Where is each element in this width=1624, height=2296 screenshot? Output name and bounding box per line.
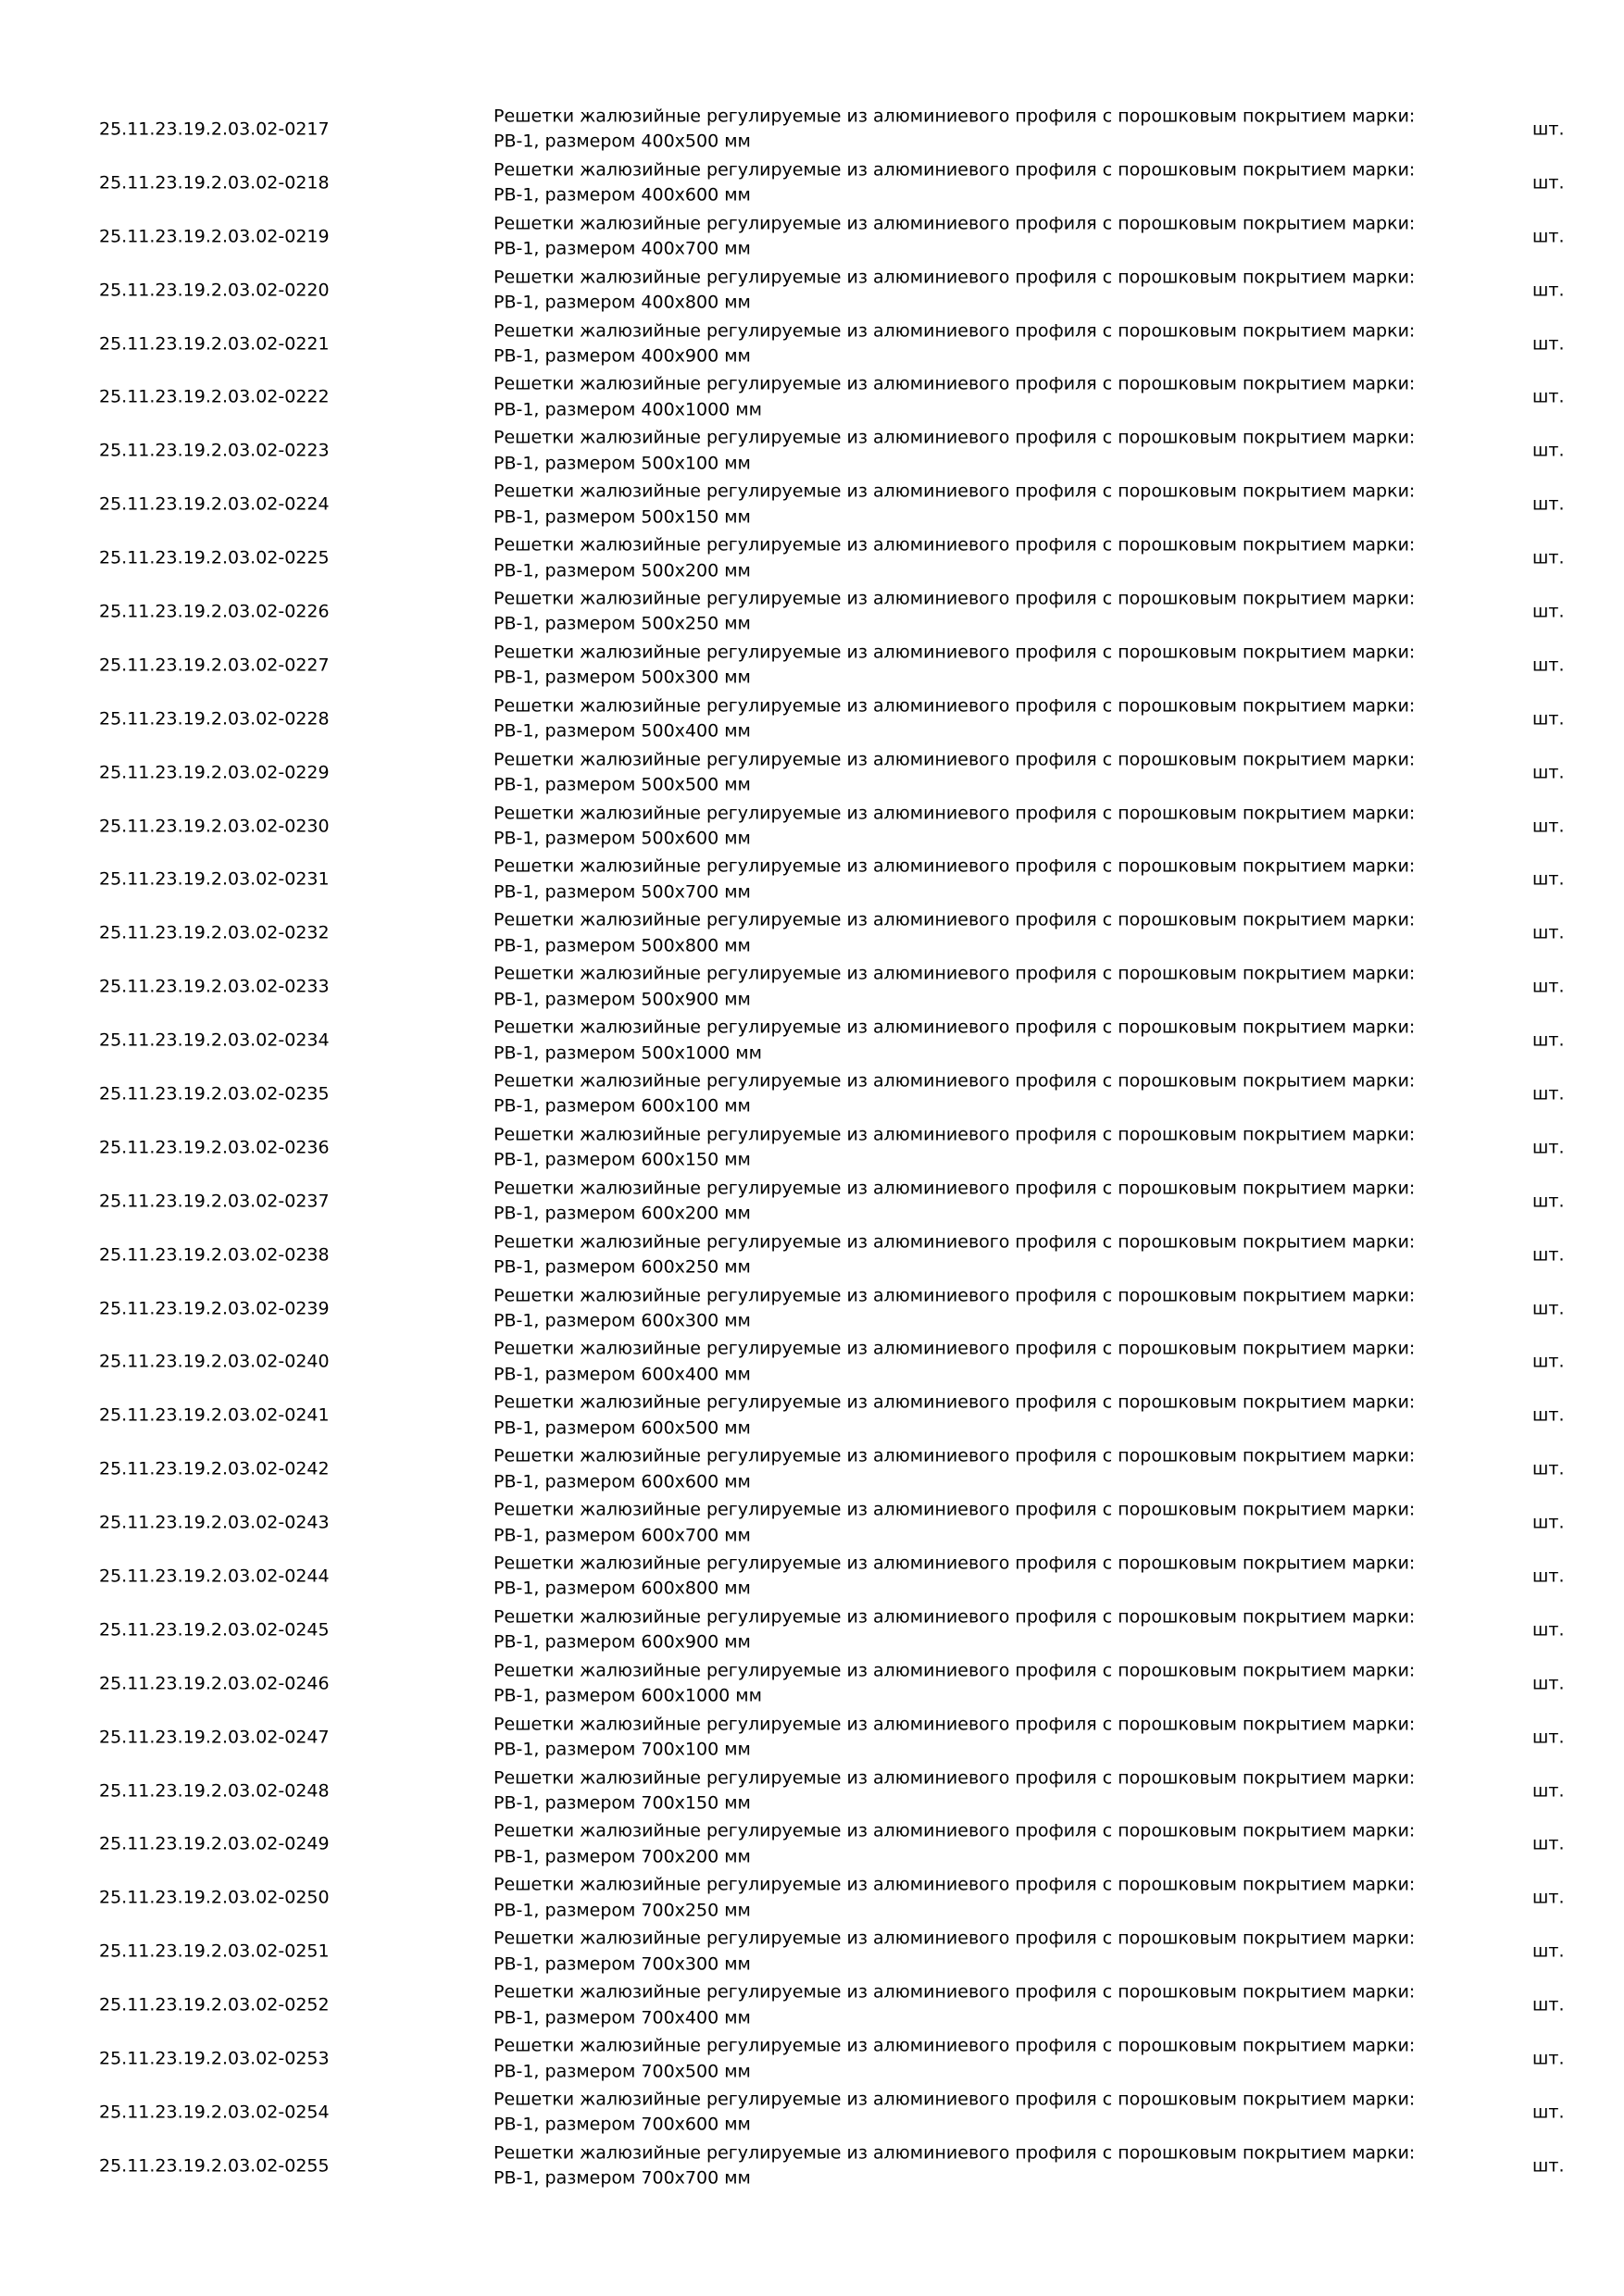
item-description xyxy=(493,1819,1438,1870)
item-description xyxy=(493,586,1438,637)
item-description xyxy=(493,1122,1438,1173)
table-row xyxy=(0,746,1624,800)
description-line-2: РВ-1, размером 500х250 мм xyxy=(493,613,751,634)
item-code: 25.11.23.19.2.03.02-0241 xyxy=(99,1404,330,1426)
item-unit: шт. xyxy=(1532,2155,1565,2177)
description-line-2: РВ-1, размером 600х800 мм xyxy=(493,1578,751,1599)
description-line-2: РВ-1, размером 600х700 мм xyxy=(493,1525,751,1546)
item-description xyxy=(493,1658,1438,1709)
item-code: 25.11.23.19.2.03.02-0227 xyxy=(99,655,330,676)
description-line-2: РВ-1, размером 700х150 мм xyxy=(493,1792,751,1814)
table-row xyxy=(0,2032,1624,2086)
table-row xyxy=(0,1711,1624,1765)
item-description xyxy=(493,1391,1438,1441)
item-code: 25.11.23.19.2.03.02-0242 xyxy=(99,1458,330,1479)
item-code: 25.11.23.19.2.03.02-0252 xyxy=(99,1994,330,2015)
item-unit: шт. xyxy=(1532,655,1565,676)
description-line-1: Решетки жалюзийные регулируемые из алюминиевого профиля с порошковым покрытием марки: xyxy=(493,106,1416,127)
item-unit: шт. xyxy=(1532,1137,1565,1158)
description-line-1: Решетки жалюзийные регулируемые из алюминиевого профиля с порошковым покрытием марки: xyxy=(493,963,1416,984)
item-description xyxy=(493,2087,1438,2138)
description-line-2: РВ-1, размером 600х100 мм xyxy=(493,1095,751,1117)
item-unit: шт. xyxy=(1532,1083,1565,1104)
description-line-1: Решетки жалюзийные регулируемые из алюминиевого профиля с порошковым покрытием марки: xyxy=(493,749,1416,770)
description-line-2: РВ-1, размером 500х150 мм xyxy=(493,506,751,528)
description-line-2: РВ-1, размером 500х500 мм xyxy=(493,774,751,795)
description-line-1: Решетки жалюзийные регулируемые из алюминиевого профиля с порошковым покрытием марки: xyxy=(493,588,1416,609)
description-line-1: Решетки жалюзийные регулируемые из алюминиевого профиля с порошковым покрытием марки: xyxy=(493,2089,1416,2110)
description-line-1: Решетки жалюзийные регулируемые из алюминиевого профиля с порошковым покрытием марки: xyxy=(493,1070,1416,1092)
item-description xyxy=(493,318,1438,369)
item-unit: шт. xyxy=(1532,119,1565,140)
item-unit: шт. xyxy=(1532,1458,1565,1479)
item-code: 25.11.23.19.2.03.02-0232 xyxy=(99,922,330,943)
description-line-1: Решетки жалюзийные регулируемые из алюминиевого профиля с порошковым покрытием марки: xyxy=(493,642,1416,663)
item-code: 25.11.23.19.2.03.02-0234 xyxy=(99,1029,330,1051)
item-code: 25.11.23.19.2.03.02-0231 xyxy=(99,868,330,890)
item-code: 25.11.23.19.2.03.02-0233 xyxy=(99,976,330,997)
item-unit: шт. xyxy=(1532,1994,1565,2015)
item-description xyxy=(493,1016,1438,1067)
price-table xyxy=(0,103,1624,2193)
description-line-1: Решетки жалюзийные регулируемые из алюминиевого профиля с порошковым покрытием марки: xyxy=(493,1178,1416,1199)
item-unit: шт. xyxy=(1532,708,1565,730)
description-line-1: Решетки жалюзийные регулируемые из алюминиевого профиля с порошковым покрытием марки: xyxy=(493,1606,1416,1628)
description-line-2: РВ-1, размером 600х150 мм xyxy=(493,1149,751,1170)
table-row xyxy=(0,693,1624,746)
item-description xyxy=(493,1927,1438,1978)
description-line-2: РВ-1, размером 700х100 мм xyxy=(493,1739,751,1760)
table-row xyxy=(0,264,1624,318)
table-row xyxy=(0,1067,1624,1121)
item-unit: шт. xyxy=(1532,816,1565,837)
description-line-1: Решетки жалюзийные регулируемые из алюминиевого профиля с порошковым покрытием марки: xyxy=(493,2035,1416,2056)
item-unit: шт. xyxy=(1532,226,1565,247)
item-description xyxy=(493,2034,1438,2085)
table-row xyxy=(0,960,1624,1014)
item-code: 25.11.23.19.2.03.02-0228 xyxy=(99,708,330,730)
description-line-2: РВ-1, размером 600х300 мм xyxy=(493,1310,751,1331)
item-code: 25.11.23.19.2.03.02-0251 xyxy=(99,1940,330,1962)
item-unit: шт. xyxy=(1532,1244,1565,1266)
description-line-1: Решетки жалюзийные регулируемые из алюминиевого профиля с порошковым покрытием марки: xyxy=(493,1714,1416,1735)
item-unit: шт. xyxy=(1532,386,1565,407)
item-code: 25.11.23.19.2.03.02-0220 xyxy=(99,280,330,301)
description-line-2: РВ-1, размером 700х600 мм xyxy=(493,2114,751,2135)
item-description xyxy=(493,480,1438,530)
item-code: 25.11.23.19.2.03.02-0224 xyxy=(99,493,330,515)
item-code: 25.11.23.19.2.03.02-0221 xyxy=(99,333,330,354)
item-unit: шт. xyxy=(1532,493,1565,515)
description-line-2: РВ-1, размером 500х900 мм xyxy=(493,989,751,1010)
description-line-2: РВ-1, размером 600х600 мм xyxy=(493,1471,751,1492)
item-code: 25.11.23.19.2.03.02-0239 xyxy=(99,1298,330,1319)
table-row xyxy=(0,156,1624,210)
item-code: 25.11.23.19.2.03.02-0243 xyxy=(99,1512,330,1533)
item-code: 25.11.23.19.2.03.02-0240 xyxy=(99,1351,330,1372)
item-code: 25.11.23.19.2.03.02-0246 xyxy=(99,1673,330,1694)
table-row xyxy=(0,2140,1624,2193)
item-unit: шт. xyxy=(1532,1780,1565,1802)
item-unit: шт. xyxy=(1532,1833,1565,1854)
description-line-2: РВ-1, размером 500х800 мм xyxy=(493,935,751,956)
description-line-2: РВ-1, размером 400х900 мм xyxy=(493,345,751,367)
description-line-2: РВ-1, размером 700х300 мм xyxy=(493,1953,751,1975)
item-code: 25.11.23.19.2.03.02-0255 xyxy=(99,2155,330,2177)
item-code: 25.11.23.19.2.03.02-0222 xyxy=(99,386,330,407)
table-row xyxy=(0,1871,1624,1925)
description-line-1: Решетки жалюзийные регулируемые из алюминиевого профиля с порошковым покрытием марки: xyxy=(493,1391,1416,1413)
item-description xyxy=(493,372,1438,423)
description-line-2: РВ-1, размером 700х400 мм xyxy=(493,2007,751,2028)
description-line-2: РВ-1, размером 700х200 мм xyxy=(493,1846,751,1867)
item-code: 25.11.23.19.2.03.02-0235 xyxy=(99,1083,330,1104)
item-unit: шт. xyxy=(1532,333,1565,354)
item-code: 25.11.23.19.2.03.02-0250 xyxy=(99,1887,330,1908)
item-description xyxy=(493,1498,1438,1549)
table-row xyxy=(0,210,1624,264)
item-unit: шт. xyxy=(1532,1727,1565,1748)
item-unit: шт. xyxy=(1532,922,1565,943)
item-description xyxy=(493,855,1438,905)
table-row xyxy=(0,585,1624,639)
item-unit: шт. xyxy=(1532,1887,1565,1908)
item-unit: шт. xyxy=(1532,2048,1565,2069)
item-description xyxy=(493,426,1438,477)
item-description xyxy=(493,1873,1438,1924)
table-row xyxy=(0,1818,1624,1872)
item-code: 25.11.23.19.2.03.02-0230 xyxy=(99,816,330,837)
description-line-2: РВ-1, размером 400х1000 мм xyxy=(493,399,762,420)
item-code: 25.11.23.19.2.03.02-0226 xyxy=(99,601,330,622)
description-line-1: Решетки жалюзийные регулируемые из алюминиевого профиля с порошковым покрытием марки: xyxy=(493,855,1416,877)
table-row xyxy=(0,424,1624,478)
description-line-2: РВ-1, размером 700х700 мм xyxy=(493,2167,751,2189)
item-description xyxy=(493,1337,1438,1388)
item-description xyxy=(493,1444,1438,1495)
item-description xyxy=(493,801,1438,852)
table-row xyxy=(0,478,1624,531)
item-description xyxy=(493,1283,1438,1334)
item-description xyxy=(493,1766,1438,1816)
item-code: 25.11.23.19.2.03.02-0245 xyxy=(99,1619,330,1641)
item-code: 25.11.23.19.2.03.02-0247 xyxy=(99,1727,330,1748)
description-line-1: Решетки жалюзийные регулируемые из алюминиевого профиля с порошковым покрытием марки: xyxy=(493,909,1416,930)
description-line-2: РВ-1, размером 600х900 мм xyxy=(493,1631,751,1653)
table-row xyxy=(0,2086,1624,2140)
item-description xyxy=(493,747,1438,798)
item-code: 25.11.23.19.2.03.02-0248 xyxy=(99,1780,330,1802)
description-line-2: РВ-1, размером 600х200 мм xyxy=(493,1203,751,1224)
item-code: 25.11.23.19.2.03.02-0249 xyxy=(99,1833,330,1854)
table-row xyxy=(0,1925,1624,1978)
item-code: 25.11.23.19.2.03.02-0225 xyxy=(99,547,330,568)
item-code: 25.11.23.19.2.03.02-0223 xyxy=(99,440,330,461)
item-unit: шт. xyxy=(1532,172,1565,193)
item-code: 25.11.23.19.2.03.02-0238 xyxy=(99,1244,330,1266)
description-line-1: Решетки жалюзийные регулируемые из алюминиевого профиля с порошковым покрытием марки: xyxy=(493,2142,1416,2164)
item-unit: шт. xyxy=(1532,280,1565,301)
table-row xyxy=(0,1603,1624,1657)
table-row xyxy=(0,639,1624,693)
item-unit: шт. xyxy=(1532,440,1565,461)
description-line-1: Решетки жалюзийные регулируемые из алюминиевого профиля с порошковым покрытием марки: xyxy=(493,427,1416,448)
table-row xyxy=(0,1282,1624,1336)
item-description xyxy=(493,533,1438,584)
description-line-2: РВ-1, размером 500х100 мм xyxy=(493,453,751,474)
item-unit: шт. xyxy=(1532,1404,1565,1426)
description-line-1: Решетки жалюзийные регулируемые из алюминиевого профиля с порошковым покрытием марки: xyxy=(493,159,1416,181)
item-unit: шт. xyxy=(1532,547,1565,568)
item-unit: шт. xyxy=(1532,976,1565,997)
item-unit: шт. xyxy=(1532,1298,1565,1319)
description-line-2: РВ-1, размером 400х600 мм xyxy=(493,184,751,206)
description-line-2: РВ-1, размером 700х500 мм xyxy=(493,2061,751,2081)
item-code: 25.11.23.19.2.03.02-0219 xyxy=(99,226,330,247)
description-line-1: Решетки жалюзийные регулируемые из алюминиевого профиля с порошковым покрытием марки: xyxy=(493,803,1416,824)
item-code: 25.11.23.19.2.03.02-0244 xyxy=(99,1566,330,1587)
item-code: 25.11.23.19.2.03.02-0237 xyxy=(99,1191,330,1212)
table-row xyxy=(0,1496,1624,1550)
item-unit: шт. xyxy=(1532,1029,1565,1051)
item-description xyxy=(493,211,1438,262)
item-description xyxy=(493,1551,1438,1602)
description-line-2: РВ-1, размером 600х500 мм xyxy=(493,1417,751,1439)
table-row xyxy=(0,1175,1624,1229)
table-row xyxy=(0,906,1624,960)
item-unit: шт. xyxy=(1532,1191,1565,1212)
description-line-2: РВ-1, размером 500х200 мм xyxy=(493,560,751,581)
item-description xyxy=(493,157,1438,208)
item-code: 25.11.23.19.2.03.02-0217 xyxy=(99,119,330,140)
description-line-2: РВ-1, размером 600х1000 мм xyxy=(493,1685,762,1706)
item-description xyxy=(493,265,1438,316)
item-code: 25.11.23.19.2.03.02-0253 xyxy=(99,2048,330,2069)
description-line-1: Решетки жалюзийные регулируемые из алюминиевого профиля с порошковым покрытием марки: xyxy=(493,1660,1416,1681)
table-row xyxy=(0,1978,1624,2032)
table-row xyxy=(0,1014,1624,1067)
description-line-2: РВ-1, размером 700х250 мм xyxy=(493,1900,751,1921)
item-description xyxy=(493,693,1438,744)
table-row xyxy=(0,1229,1624,1282)
item-code: 25.11.23.19.2.03.02-0254 xyxy=(99,2102,330,2123)
table-row xyxy=(0,318,1624,371)
description-line-2: РВ-1, размером 600х400 мм xyxy=(493,1364,751,1385)
description-line-1: Решетки жалюзийные регулируемые из алюминиевого профиля с порошковым покрытием марки: xyxy=(493,1499,1416,1520)
description-line-1: Решетки жалюзийные регулируемые из алюминиевого профиля с порошковым покрытием марки: xyxy=(493,1767,1416,1789)
item-description xyxy=(493,962,1438,1013)
item-unit: шт. xyxy=(1532,1566,1565,1587)
item-description xyxy=(493,640,1438,691)
table-row xyxy=(0,853,1624,906)
description-line-1: Решетки жалюзийные регулируемые из алюминиевого профиля с порошковым покрытием марки: xyxy=(493,373,1416,394)
table-row xyxy=(0,370,1624,424)
item-unit: шт. xyxy=(1532,762,1565,783)
table-row xyxy=(0,103,1624,156)
description-line-1: Решетки жалюзийные регулируемые из алюминиевого профиля с порошковым покрытием марки: xyxy=(493,1820,1416,1841)
description-line-2: РВ-1, размером 500х600 мм xyxy=(493,828,751,849)
item-unit: шт. xyxy=(1532,1619,1565,1641)
description-line-2: РВ-1, размером 600х250 мм xyxy=(493,1256,751,1278)
item-unit: шт. xyxy=(1532,1512,1565,1533)
table-row xyxy=(0,800,1624,854)
description-line-2: РВ-1, размером 400х700 мм xyxy=(493,238,751,259)
description-line-1: Решетки жалюзийные регулируемые из алюминиевого профиля с порошковым покрытием марки: xyxy=(493,1338,1416,1359)
item-description xyxy=(493,104,1438,155)
item-description xyxy=(493,1604,1438,1655)
table-row xyxy=(0,1442,1624,1496)
description-line-2: РВ-1, размером 400х800 мм xyxy=(493,292,751,313)
item-description xyxy=(493,1980,1438,2031)
item-description xyxy=(493,908,1438,959)
item-code: 25.11.23.19.2.03.02-0229 xyxy=(99,762,330,783)
table-row xyxy=(0,1657,1624,1711)
description-line-1: Решетки жалюзийные регулируемые из алюминиевого профиля с порошковым покрытием марки: xyxy=(493,1124,1416,1145)
item-description xyxy=(493,1068,1438,1119)
item-description xyxy=(493,1229,1438,1280)
description-line-1: Решетки жалюзийные регулируемые из алюминиевого профиля с порошковым покрытием марки: xyxy=(493,480,1416,502)
description-line-1: Решетки жалюзийные регулируемые из алюминиевого профиля с порошковым покрытием марки: xyxy=(493,267,1416,288)
description-line-1: Решетки жалюзийные регулируемые из алюминиевого профиля с порошковым покрытием марки: xyxy=(493,1553,1416,1574)
table-row xyxy=(0,1389,1624,1442)
table-row xyxy=(0,1765,1624,1818)
description-line-1: Решетки жалюзийные регулируемые из алюминиевого профиля с порошковым покрытием марки: xyxy=(493,213,1416,234)
description-line-2: РВ-1, размером 500х1000 мм xyxy=(493,1042,762,1064)
item-code: 25.11.23.19.2.03.02-0218 xyxy=(99,172,330,193)
table-row xyxy=(0,1121,1624,1175)
item-unit: шт. xyxy=(1532,2102,1565,2123)
description-line-1: Решетки жалюзийные регулируемые из алюминиевого профиля с порошковым покрытием марки: xyxy=(493,1285,1416,1306)
description-line-2: РВ-1, размером 500х300 мм xyxy=(493,667,751,688)
description-line-1: Решетки жалюзийные регулируемые из алюминиевого профиля с порошковым покрытием марки: xyxy=(493,1981,1416,2003)
item-unit: шт. xyxy=(1532,601,1565,622)
description-line-1: Решетки жалюзийные регулируемые из алюминиевого профиля с порошковым покрытием марки: xyxy=(493,695,1416,717)
item-unit: шт. xyxy=(1532,1673,1565,1694)
item-unit: шт. xyxy=(1532,1351,1565,1372)
description-line-1: Решетки жалюзийные регулируемые из алюминиевого профиля с порошковым покрытием марки: xyxy=(493,534,1416,555)
description-line-1: Решетки жалюзийные регулируемые из алюминиевого профиля с порошковым покрытием марки: xyxy=(493,1231,1416,1253)
item-description xyxy=(493,1712,1438,1763)
description-line-1: Решетки жалюзийные регулируемые из алюминиевого профиля с порошковым покрытием марки: xyxy=(493,1874,1416,1895)
item-description xyxy=(493,1176,1438,1227)
table-row xyxy=(0,531,1624,585)
item-code: 25.11.23.19.2.03.02-0236 xyxy=(99,1137,330,1158)
table-row xyxy=(0,1335,1624,1389)
item-unit: шт. xyxy=(1532,1940,1565,1962)
description-line-1: Решетки жалюзийные регулируемые из алюминиевого профиля с порошковым покрытием марки: xyxy=(493,1017,1416,1038)
description-line-1: Решетки жалюзийные регулируемые из алюминиевого профиля с порошковым покрытием марки: xyxy=(493,1445,1416,1466)
item-unit: шт. xyxy=(1532,868,1565,890)
description-line-1: Решетки жалюзийные регулируемые из алюминиевого профиля с порошковым покрытием марки: xyxy=(493,1928,1416,1949)
description-line-2: РВ-1, размером 400х500 мм xyxy=(493,131,751,152)
description-line-2: РВ-1, размером 500х700 мм xyxy=(493,881,751,903)
description-line-1: Решетки жалюзийные регулируемые из алюминиевого профиля с порошковым покрытием марки: xyxy=(493,320,1416,341)
description-line-2: РВ-1, размером 500х400 мм xyxy=(493,720,751,742)
item-description xyxy=(493,2140,1438,2191)
table-row xyxy=(0,1550,1624,1603)
